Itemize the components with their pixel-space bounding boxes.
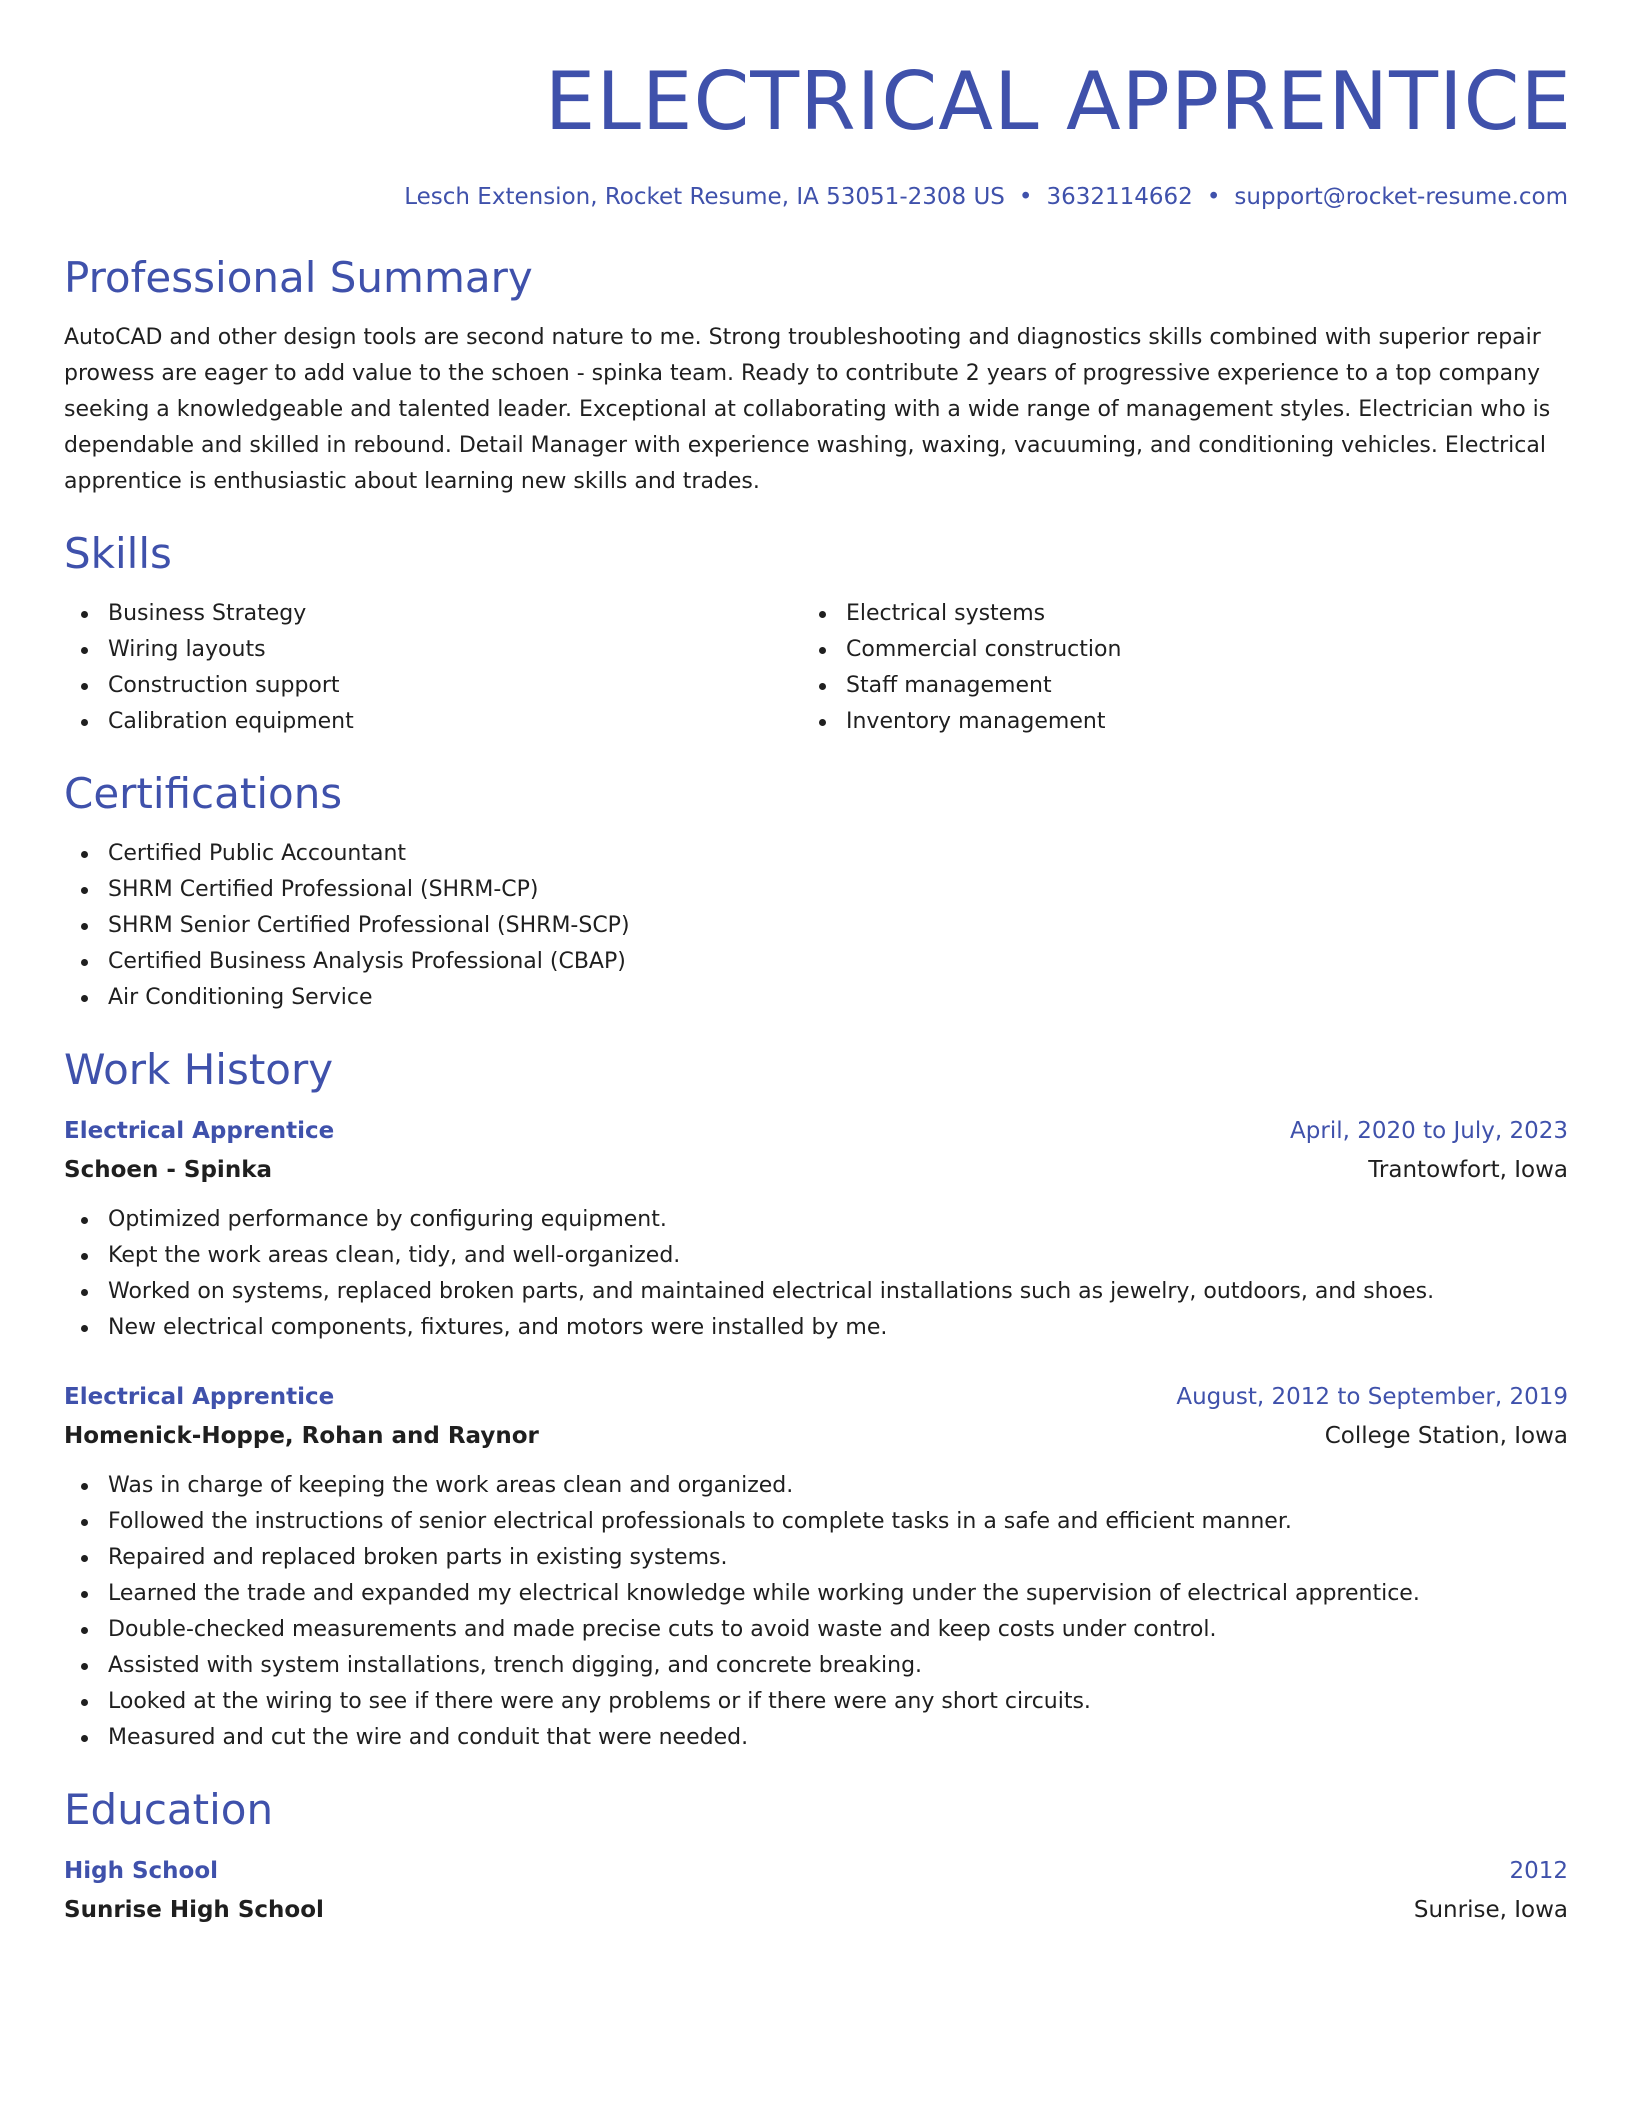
job-company: Homenick-Hoppe, Rohan and Raynor [64,1423,539,1449]
job-duty: Worked on systems, replaced broken parts, and maintained electrical installations such as jewelry, outdoors, and shoes. [64,1274,1568,1310]
education-entry [64,1852,1568,1930]
job-duty: Looked at the wiring to see if there were any problems or if there were any short circuits. [64,1684,1568,1720]
job-dates: April, 2020 to July, 2023 [1290,1118,1568,1144]
job-company: Schoen - Spinka [64,1157,273,1183]
skill-item: Wiring layouts [64,632,802,668]
job-title: Electrical Apprentice [64,1384,335,1410]
contact-separator: • [1018,184,1033,210]
skill-item: Business Strategy [64,596,802,632]
certifications-title: Certifications [64,769,343,818]
job-company-row [64,1150,1568,1190]
contact-email: support@rocket-resume.com [1234,184,1568,210]
certifications-section [64,768,1568,1016]
job-duty: Was in charge of keeping the work areas clean and organized. [64,1468,1568,1504]
job-duty: Optimized performance by configuring equipment. [64,1202,1568,1238]
skill-item: Staff management [802,668,1540,704]
education-degree: High School [64,1858,219,1884]
skill-item: Commercial construction [802,632,1540,668]
job-entry [64,1112,1568,1346]
certification-item: Air Conditioning Service [64,980,1568,1016]
contact-separator: • [1206,184,1221,210]
certification-item: SHRM Certified Professional (SHRM-CP) [64,872,1568,908]
education-school-row [64,1890,1568,1930]
skill-item: Construction support [64,668,802,704]
job-duty: Assisted with system installations, trench digging, and concrete breaking. [64,1648,1568,1684]
skills-title: Skills [64,529,172,578]
education-school: Sunrise High School [64,1897,324,1923]
job-entry [64,1378,1568,1756]
job-duty: Learned the trade and expanded my electrical knowledge while working under the supervision of electrical apprentice. [64,1576,1568,1612]
work-history-section [64,1044,1568,1756]
education-location: Sunrise, Iowa [1413,1897,1568,1923]
job-location: Trantowfort, Iowa [1368,1157,1568,1183]
job-duty: Double-checked measurements and made precise cuts to avoid waste and keep costs under control. [64,1612,1568,1648]
job-title-row [64,1112,1568,1150]
job-duty: Kept the work areas clean, tidy, and well-organized. [64,1238,1568,1274]
education-title: Education [64,1785,274,1834]
job-location: College Station, Iowa [1324,1423,1568,1449]
skill-item: Calibration equipment [64,704,802,740]
certification-item: SHRM Senior Certified Professional (SHRM-SCP) [64,908,1568,944]
resume-header [64,0,1572,212]
contact-line [64,182,1568,212]
job-duty: Repaired and replaced broken parts in existing systems. [64,1540,1568,1576]
certification-item: Certified Public Accountant [64,836,1568,872]
job-dates: August, 2012 to September, 2019 [1176,1384,1568,1410]
education-section [64,1784,1568,1930]
contact-address: Lesch Extension, Rocket Resume, IA 53051-2308 US [404,184,1005,210]
skill-item: Inventory management [802,704,1540,740]
summary-text: AutoCAD and other design tools are second nature to me. Strong troubleshooting and diagnostics skills combined with superior repair prowess are eager to add value to the schoen - spinka team. Ready to contribute 2 years of progressive experience to a top company seeking a knowledgeable and talented leader. Exceptional at collaborating with a wide range of management styles. Electrician who is dependable and skilled in rebound. Detail Manager with experience washing, waxing, vacuuming, and conditioning vehicles. Electrical apprentice is enthusiastic about learning new skills and trades. [64,325,1551,494]
skills-grid [64,596,1568,740]
skills-list-left [64,596,802,740]
job-title-row [64,1378,1568,1416]
work-history-title: Work History [64,1045,334,1094]
job-title: Electrical Apprentice [64,1118,335,1144]
job-duty: New electrical components, fixtures, and motors were installed by me. [64,1310,1568,1346]
skill-item: Electrical systems [802,596,1540,632]
summary-section [64,252,1568,500]
job-duties-list [64,1202,1568,1346]
contact-phone: 3632114662 [1046,184,1193,210]
education-year: 2012 [1509,1858,1568,1884]
education-degree-row [64,1852,1568,1890]
skills-list-right [802,596,1540,740]
job-duty: Measured and cut the wire and conduit that were needed. [64,1720,1568,1756]
certification-item: Certified Business Analysis Professional (CBAP) [64,944,1568,980]
summary-title: Professional Summary [64,253,533,302]
job-duties-list [64,1468,1568,1756]
certifications-list [64,836,1568,1016]
job-duty: Followed the instructions of senior electrical professionals to complete tasks in a safe and efficient manner. [64,1504,1568,1540]
skills-section [64,528,1568,740]
job-company-row [64,1416,1568,1456]
candidate-name: ELECTRICAL APPRENTICE [544,55,1572,148]
